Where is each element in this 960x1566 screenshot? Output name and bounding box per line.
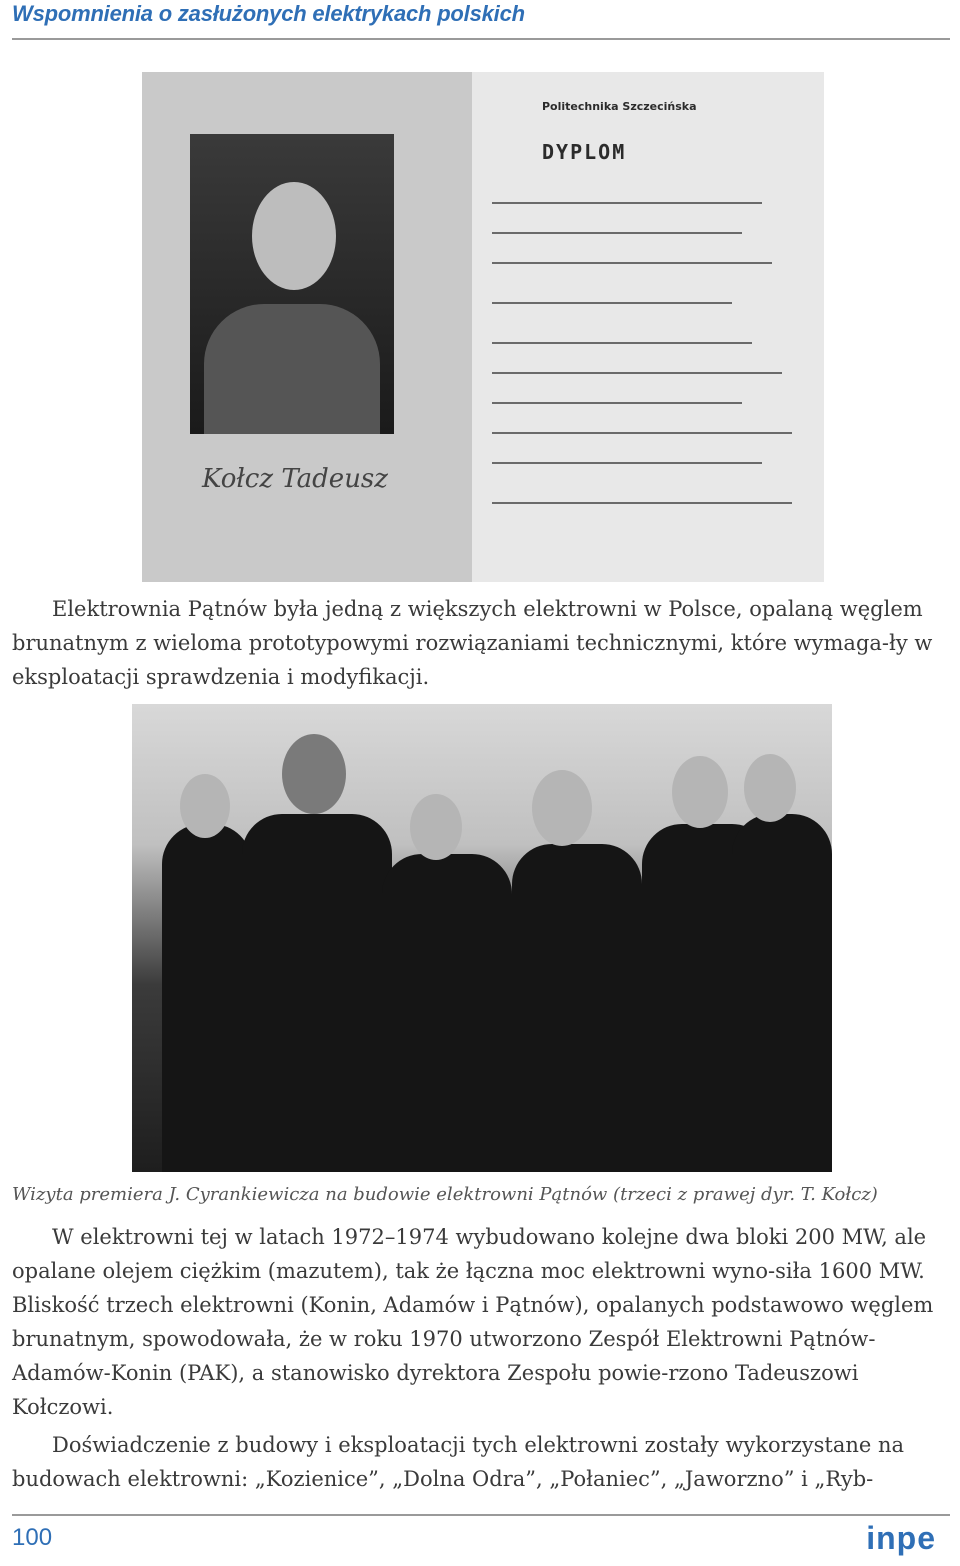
person-face [282, 734, 346, 814]
paragraph-intro [12, 592, 952, 694]
photo-caption: Wizyta premiera J. Cyrankiewicza na budowie elektrowni Pątnów (trzeci z prawej dyr. T. Kołcz) [12, 1184, 878, 1205]
paragraph-experience-text: Doświadczenie z budowy i eksploatacji tych elektrowni zostały wykorzystane na budowach elektrowni: „Kozienice”, „Dolna Odra”, „Połaniec”, „Jaworzno” i „Ryb- [12, 1433, 905, 1491]
diploma-text-line [492, 342, 752, 344]
portrait-body [204, 304, 380, 434]
group-visit-photo [132, 704, 832, 1172]
paragraph-experience [12, 1428, 952, 1496]
person-figure [242, 814, 392, 1172]
person-face [410, 794, 462, 860]
publisher-logo: inpe [866, 1520, 936, 1556]
person-figure [162, 824, 252, 1172]
diploma-text-line [492, 262, 772, 264]
handwritten-signature: Kołcz Tadeusz [202, 464, 388, 494]
person-face [744, 754, 796, 822]
person-face [672, 756, 728, 828]
diploma-text-line [492, 402, 742, 404]
person-figure [732, 814, 832, 1172]
diploma-photo [142, 72, 824, 582]
diploma-text-line [492, 232, 742, 234]
person-face [180, 774, 230, 838]
diploma-text-line [492, 302, 732, 304]
paragraph-intro-text: Elektrownia Pątnów była jedną z większych elektrowni w Polsce, opalaną węglem brunatnym z wieloma prototypowymi rozwiązaniami technicznymi, które wymaga-ły w eksploatacji sprawdzenia i modyfikacji. [12, 597, 933, 689]
diploma-text-line [492, 202, 762, 204]
diploma-institution: Politechnika Szczecińska [542, 100, 697, 113]
running-header-title: Wspomnienia o zasłużonych elektrykach polskich [12, 1, 525, 26]
person-face [532, 770, 592, 846]
diploma-text-line [492, 462, 762, 464]
diploma-right-page [472, 72, 824, 582]
diploma-left-page [142, 72, 472, 582]
portrait-photo [190, 134, 394, 434]
person-figure [512, 844, 642, 1172]
diploma-text-line [492, 432, 792, 434]
page-number: 100 [12, 1524, 53, 1551]
diploma-text-line [492, 502, 792, 504]
paragraph-main [12, 1220, 952, 1424]
diploma-text-line [492, 372, 782, 374]
footer-divider [12, 1514, 950, 1516]
paragraph-main-text: W elektrowni tej w latach 1972–1974 wybudowano kolejne dwa bloki 200 MW, ale opalane olejem ciężkim (mazutem), tak że łączna moc elektrowni wyno-siła 1600 MW. Bliskość trzech elektrowni (Konin, Adamów i Pątnów), opalanych podstawowo węglem brunatnym, spowodowała, że w roku 1970 utworzono Zespół Elektrowni Pątnów-Adamów-Konin (PAK), a stanowisko dyrektora Zespołu powie-rzono Tadeuszowi Kołczowi. [12, 1225, 934, 1419]
portrait-head [252, 182, 336, 290]
diploma-title: DYPLOM [542, 140, 627, 164]
person-figure [382, 854, 512, 1172]
header-divider [12, 38, 950, 40]
